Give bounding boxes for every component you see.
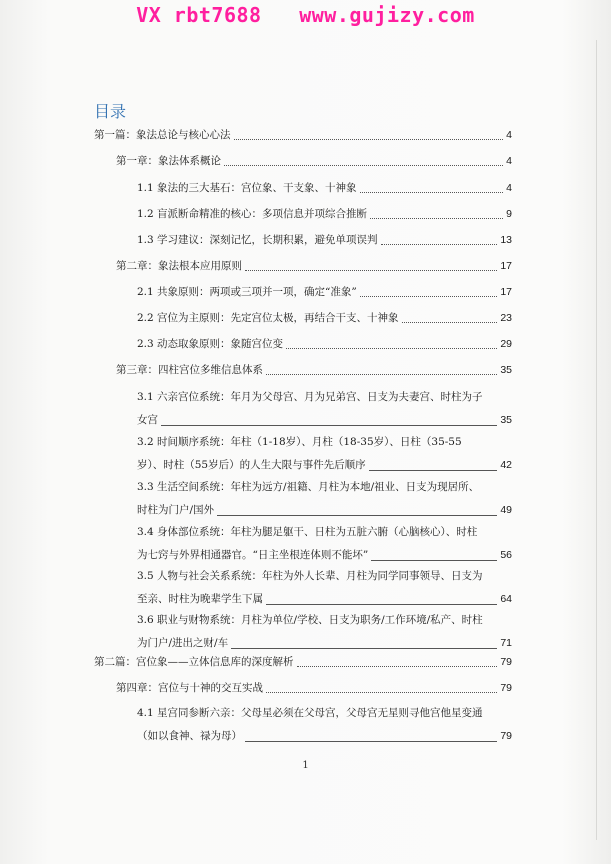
toc-entry-text: 1.3 学习建议：深刻记忆，长期积累，避免单项误判 — [137, 234, 378, 246]
toc-entry-text-continued: 时柱为门户/国外 — [137, 504, 215, 516]
toc-entry-page: 4 — [506, 129, 512, 141]
toc-entry-text-continued: 为七窍与外界相通器官。“日主坐根连体则不能坏” — [137, 549, 369, 561]
toc-entry-chapter-4[interactable] — [116, 677, 512, 700]
toc-entry-page: 9 — [506, 208, 512, 220]
toc-entry-section-3-3[interactable] — [137, 476, 512, 522]
toc-entry-text: 第二篇：宫位象——立体信息库的深度解析 — [94, 656, 294, 668]
toc-entry-page: 79 — [500, 682, 512, 694]
page-edge — [596, 40, 597, 840]
toc-entry-page: 23 — [500, 312, 512, 324]
toc-entry-section-1-3[interactable] — [137, 229, 512, 252]
toc-entry-text-continued: 至亲、时柱为晚辈学生下属 — [137, 593, 263, 605]
toc-entry-part-1[interactable] — [94, 124, 512, 147]
toc-entry-page: 71 — [500, 637, 512, 649]
toc-entry-page: 35 — [500, 414, 512, 426]
toc-entry-text: 第三章：四柱宫位多维信息体系 — [116, 364, 263, 376]
toc-entry-text-continued: （如以食神、禄为母） — [137, 730, 242, 742]
toc-entry-text: 1.2 盲派断命精准的核心：多项信息并项综合推断 — [137, 208, 368, 220]
toc-entry-page: 49 — [500, 504, 512, 516]
toc-entry-page: 35 — [500, 364, 512, 376]
toc-entry-text: 第四章：宫位与十神的交互实战 — [116, 682, 263, 694]
toc-entry-section-3-1[interactable] — [137, 386, 512, 432]
toc-entry-page: 79 — [500, 656, 512, 668]
toc-entry-chapter-1[interactable] — [116, 150, 512, 173]
toc-entry-page: 56 — [500, 549, 512, 561]
toc-entry-section-2-2[interactable] — [137, 307, 512, 330]
watermark: VX rbt7688 www.gujizy.com — [136, 3, 475, 27]
toc-entry-section-2-1[interactable] — [137, 281, 512, 304]
toc-entry-text: 1.1 象法的三大基石：宫位象、干支象、十神象 — [137, 182, 357, 194]
page-number: 1 — [302, 760, 309, 771]
toc-entry-text: 2.1 共象原则：两项或三项并一项，确定“准象” — [137, 286, 357, 298]
toc-entry-page: 4 — [506, 155, 512, 167]
toc-entry-page: 79 — [500, 730, 512, 742]
toc-entry-text: 3.1 六亲宫位系统：年月为父母宫、月为兄弟宫、日支为夫妻宫、时柱为子 — [137, 391, 483, 403]
toc-title: 目录 — [94, 102, 127, 121]
toc-entry-page: 4 — [506, 182, 512, 194]
toc-entry-page: 29 — [500, 338, 512, 350]
toc-entry-section-3-2[interactable] — [137, 431, 512, 477]
toc-entry-section-1-2[interactable] — [137, 203, 512, 226]
toc-entry-page: 17 — [500, 286, 512, 298]
toc-entry-page: 13 — [500, 234, 512, 246]
toc-entry-text-continued: 为门户/进出之财/车 — [137, 637, 229, 649]
toc-entry-section-1-1[interactable] — [137, 177, 512, 200]
toc-entry-section-3-4[interactable] — [137, 521, 512, 567]
toc-entry-chapter-3[interactable] — [116, 359, 512, 382]
toc-entry-section-3-6[interactable] — [137, 609, 512, 655]
toc-entry-section-3-5[interactable] — [137, 565, 512, 611]
toc-entry-text: 第二章：象法根本应用原则 — [116, 260, 242, 272]
toc-entry-text: 3.5 人物与社会关系系统：年柱为外人长辈、月柱为同学同事领导、日支为 — [137, 570, 483, 582]
toc-entry-text: 3.6 职业与财物系统：月柱为单位/学校、日支为职务/工作环境/私产、时柱 — [137, 614, 483, 626]
toc-entry-text: 第一章：象法体系概论 — [116, 155, 221, 167]
toc-entry-page: 42 — [500, 459, 512, 471]
toc-entry-page: 64 — [500, 593, 512, 605]
toc-entry-text-continued: 女宫 — [137, 414, 158, 426]
toc-entry-text: 2.3 动态取象原则：象随宫位变 — [137, 338, 284, 350]
toc-entry-text: 3.2 时间顺序系统：年柱（1-18岁）、月柱（18-35岁）、日柱（35-55 — [137, 436, 462, 448]
toc-entry-text: 3.4 身体部位系统：年柱为腿足躯干、日柱为五脏六腑（心脑核心）、时柱 — [137, 526, 478, 538]
toc-entry-page: 17 — [500, 260, 512, 272]
toc-entry-text: 第一篇：象法总论与核心心法 — [94, 129, 231, 141]
toc-entry-text: 3.3 生活空间系统：年柱为远方/祖籍、月柱为本地/祖业、日支为现居所、 — [137, 481, 480, 493]
toc-entry-section-2-3[interactable] — [137, 333, 512, 356]
toc-entry-chapter-2[interactable] — [116, 255, 512, 278]
toc-entry-text-continued: 岁）、时柱（55岁后）的人生大限与事件先后顺序 — [137, 459, 366, 471]
toc-entry-text: 4.1 星宫同参断六亲：父母星必须在父母宫，父母宫无星则寻他宫他星变通 — [137, 707, 483, 719]
toc-entry-text: 2.2 宫位为主原则：先定宫位太极，再结合干支、十神象 — [137, 312, 399, 324]
toc-entry-section-4-1[interactable] — [137, 702, 512, 748]
toc-entry-part-2[interactable] — [94, 651, 512, 674]
